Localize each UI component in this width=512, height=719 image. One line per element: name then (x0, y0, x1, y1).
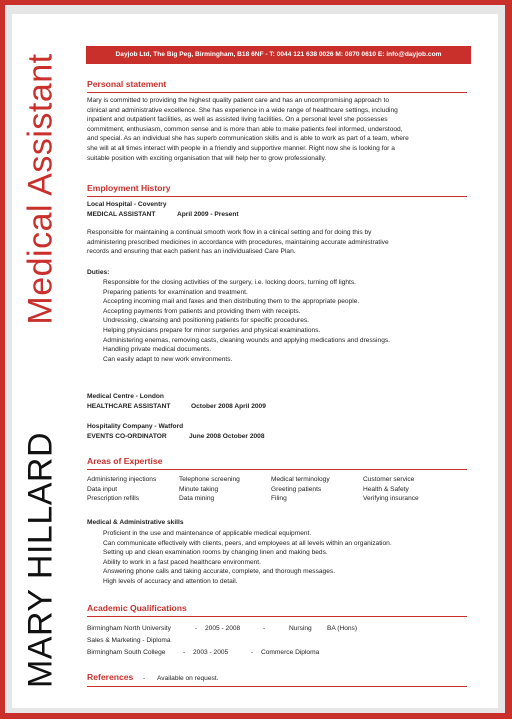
job1-description (87, 228, 467, 257)
edu-place: Birmingham South College (87, 649, 166, 656)
references-row (87, 673, 218, 684)
job1-dates: April 2009 - Present (177, 211, 239, 218)
duty-item: Accepting incoming mail and faxes and then distributing them to the appropriate people. (103, 298, 360, 306)
edu-place: Sales & Marketing - Diploma (87, 637, 171, 644)
duty-item: Preparing patients for examination and treatment. (103, 288, 248, 296)
edu-years: 2005 - 2008 (205, 625, 241, 632)
skill-item: Answering phone calls and taking accurate, complete, and thorough messages. (103, 568, 336, 576)
job1-role: MEDICAL ASSISTANT (87, 211, 156, 218)
duty-item: Handling private medical documents. (103, 346, 212, 354)
edu-separator: - (251, 649, 254, 656)
statement-line: inpatient and outpatient facilities, as well as assisted living facilities. On a personal level she possesses (87, 116, 388, 124)
expertise-item: Data mining (179, 495, 215, 503)
edu-years: 2003 - 2005 (193, 649, 229, 656)
expertise-item: Filing (271, 495, 287, 503)
job3-role-row (87, 432, 265, 442)
job2-dates: October 2008 April 2009 (191, 403, 266, 410)
expertise-item: Health & Safety (363, 485, 409, 493)
job1-role-row (87, 210, 239, 220)
candidate-name-text: MARY HILLARD (21, 431, 60, 689)
side-candidate-name (16, 425, 66, 695)
section-divider (87, 196, 467, 197)
job3-role: EVENTS CO-ORDINATOR (87, 433, 167, 440)
statement-line: commitment, enthusiasm, common sense and is more than able to make patients feel informed, understood, (87, 125, 403, 133)
edu-grade: BA (Hons) (327, 625, 358, 632)
job-title-text: Medical Assistant (21, 53, 60, 325)
edu-place: Birmingham North University (87, 625, 171, 632)
edu-separator: - (195, 625, 198, 632)
expertise-item: Data input (87, 485, 118, 493)
duty-item: Responsible for the closing activities of the surgery, i.e. locking doors, turning off lights. (103, 279, 357, 286)
statement-line: and special. As an individual she has superb communication skills and is able to work as part of a team, where (87, 135, 409, 143)
skill-item: Can communicate effectively with clients, peers, and employees at all levels within an organization. (103, 539, 392, 547)
edu-course: Nursing (289, 625, 312, 632)
edu-separator: - (183, 649, 186, 656)
skill-item: Proficient in the use and maintenance of applicable medical equipment. (103, 530, 312, 537)
duties-label: Duties: (87, 269, 110, 276)
education-row (87, 624, 357, 634)
references-heading: References (87, 672, 134, 682)
job3-employer: Hospitality Company - Watford (87, 423, 184, 430)
job2-role: HEALTHCARE ASSISTANT (87, 403, 171, 410)
edu-separator: - (263, 625, 266, 632)
duty-item: Can easily adapt to new work environments. (103, 355, 233, 363)
description-line: administering prescribed medicines in accordance with procedures, maintaining accurate administrative (87, 238, 389, 246)
contact-bar: Dayjob Ltd, The Big Peg, Birmingham, B18 6NF - T: 0044 121 638 0026 M: 0870 0610 E: info@dayjob.com (86, 46, 471, 64)
expertise-item: Minute taking (179, 485, 219, 493)
section-divider (87, 469, 467, 470)
duty-item: Undressing, cleansing and positioning patients for specific procedures. (103, 317, 309, 325)
job3-dates: June 2008 October 2008 (189, 433, 265, 440)
references-separator: - (143, 675, 146, 682)
statement-line: she will at all times interact with people in a friendly and supportive manner. Right now she is looking for a (87, 144, 395, 152)
personal-statement-text (87, 96, 467, 163)
expertise-grid (87, 475, 467, 504)
expertise-item: Telephone screening (179, 476, 240, 483)
expertise-item: Greeting patients (271, 485, 322, 493)
description-line: Responsible for maintaining a continual smooth work flow in a clinical setting and for doing this by (87, 229, 372, 236)
employment-heading: Employment History (87, 183, 171, 193)
skill-item: High levels of accuracy and attention to detail. (103, 577, 238, 585)
job1-employer: Local Hospital - Coventry (87, 201, 167, 208)
expertise-item: Customer service (363, 476, 415, 483)
skills-label: Medical & Administrative skills (87, 519, 184, 526)
education-heading: Academic Qualifications (87, 603, 187, 613)
job2-employer: Medical Centre - London (87, 393, 164, 400)
duty-item: Accepting payments from patients and providing them with receipts. (103, 307, 301, 315)
expertise-item: Verifying insurance (363, 495, 419, 503)
section-divider (87, 92, 467, 93)
description-line: records and ensuring that each patient has an individualised Care Plan. (87, 248, 296, 256)
duty-item: Administering enemas, removing casts, cleaning wounds and applying medications and dressings. (103, 336, 390, 344)
statement-line: clinical and administrative excellence. She has experience in a wide range of healthcare settings, including (87, 106, 398, 114)
statement-line: Mary is committed to providing the highest quality patient care and has an uncompromising approach to (87, 97, 390, 104)
skills-list (103, 529, 483, 587)
expertise-item: Medical terminology (271, 476, 330, 483)
statement-line: suitable position with exciting organisation that will help her to grow professionally. (87, 154, 327, 162)
education-row (87, 648, 319, 658)
duty-item: Helping physicians prepare for minor surgeries and physical examinations. (103, 326, 321, 334)
section-divider (87, 616, 467, 617)
expertise-item: Prescription refills (87, 495, 140, 503)
skill-item: Setting up and clean examination rooms by changing linen and making beds. (103, 549, 328, 557)
expertise-heading: Areas of Expertise (87, 456, 163, 466)
skill-item: Ability to work in a fast paced healthcare environment. (103, 558, 261, 566)
personal-statement-heading: Personal statement (87, 79, 167, 89)
expertise-item: Administering injections (87, 476, 157, 483)
side-job-title (16, 44, 66, 334)
job2-role-row (87, 402, 266, 412)
duties-list (103, 278, 483, 364)
section-divider (87, 686, 467, 687)
education-row (87, 636, 171, 646)
references-text: Available on request. (157, 675, 219, 682)
edu-course: Commerce Diploma (261, 649, 320, 656)
